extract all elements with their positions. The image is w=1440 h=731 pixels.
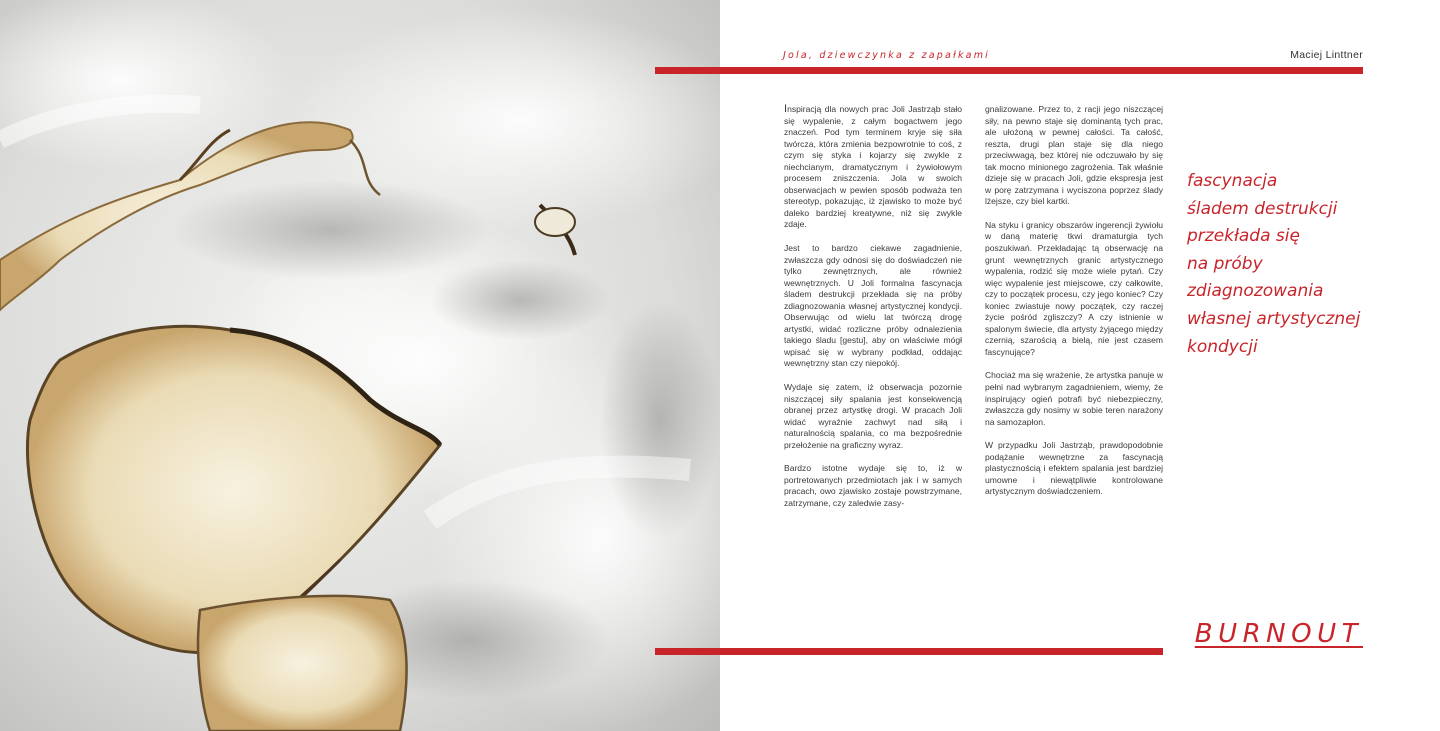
pull-quote-line: fascynacja xyxy=(1187,171,1278,191)
pull-quote-line: własnej artystycznej xyxy=(1187,308,1361,329)
top-red-rule xyxy=(655,67,1363,74)
pull-quote-line: na próby xyxy=(1187,253,1263,274)
paragraph: Bardzo istotne wydaje się to, iż w portretowanych przedmiotach jak i w samych pracach, owo zjawisko zostaje powstrzymane, zatrzymane, czy zaledwie zasy- xyxy=(784,463,962,508)
pull-quote-line: zdiagnozowania xyxy=(1187,281,1324,302)
paragraph: Chociaż ma się wrażenie, że artystka panuje w pełni nad wybranym zagadnieniem, wiemy, że inspirujący ogień potrafi być niebezpieczny, zwłaszcza gdy nosimy w sobie teren narażony na samozapłon. xyxy=(985,370,1163,427)
article-column-1 xyxy=(784,104,962,522)
pull-quote xyxy=(1187,168,1387,361)
paragraph: W przypadku Joli Jastrząb, prawdopodobnie podążanie wewnętrzne za fascynacją plastycznością i efektem spalania jest bardziej umowne i niewątpliwie kontrolowane artystycznym doświadczeniem. xyxy=(985,440,1163,497)
paragraph: gnalizowane. Przez to, z racji jego niszczącej siły, na pewno staje się dominantą tych prac, ale ułożoną w pewnej całości. Ta całość, reszta, drugi plan staje się dla niego przeciwwagą, bez której nie odczuwało by się tak mocno minionego zagrożenia. Tak właśnie dzieje się w pracach Joli, gdzie ekspresja jest w porę zatrzymana i wyciszona poprzez ślady lżejsze, czy biel kartki. xyxy=(985,104,1163,207)
author-name: Maciej Linttner xyxy=(1290,49,1363,61)
pull-quote-line: śladem destrukcji xyxy=(1187,198,1338,219)
article-column-2 xyxy=(985,104,1163,510)
pull-quote-line: kondycji xyxy=(1187,336,1258,357)
paragraph: Jest to bardzo ciekawe zagadnienie, zwłaszcza gdy odnosi się do doświadczeń nie tylko zewnętrznych, ale również wewnętrznych. U Joli formalna fascynacja śladem destrukcji przekłada się na próby zdiagnozowania własnej artystycznej kondycji. Obserwując od wielu lat twórczą drogę artystki, widać rozliczne próby odnalezienia takiego śladu [gestu], aby on właściwie mógł wpisać się w wybrany podkład, oddając wewnętrzny stan czy niepokój. xyxy=(784,243,962,369)
paragraph: Inspiracją dla nowych prac Joli Jastrząb stało się wypalenie, z całym bogactwem jego znaczeń. Pod tym terminem kryje się siła twórcza, która zmienia bezpowrotnie to coś, z czym się styka i kojarzy się zwykle z niechcianym, dramatycznym i żywiołowym procesem zniszczenia. Jola w swoich obserwacjach w pewien sposób podważa ten stereotyp, pokazując, iż zjawisko to może być daleko bardziej kreatywne, niż się zwykle zdaje. xyxy=(784,103,962,230)
article-title: BURNOUT xyxy=(1194,619,1363,649)
paragraph: Na styku i granicy obszarów ingerencji żywiołu w daną materię tkwi dramaturgia tych poszukiwań. Przekładając tą obserwację na grunt wewnętrznych granic artystycznego wypalenia, rodzić się może wiele pytań. Czy więc wypalenie jest miejscowe, czy całkowite, czy to początek procesu, czy jego koniec? Czy koniec zwiastuje nowy początek, czy raczej życie pośród zgliszczy? A czy istnienie w spalonym świecie, dla artysty żyjącego między czernią, szarością a bielą, nie jest czasem fascynujące? xyxy=(985,219,1163,357)
pull-quote-line: przekłada się xyxy=(1187,226,1300,247)
running-title: Jola, dziewczynka z zapałkami xyxy=(783,50,990,61)
bottom-red-rule xyxy=(655,648,1163,655)
paragraph: Wydaje się zatem, iż obserwacja pozornie niszczącej siły spalania jest konsekwencją obranej przez artystkę drogi. W pracach Joli widać wyraźnie zachwyt nad siłą i naturalnością spalania, co ma bezpośrednie przełożenie na graficzny wyraz. xyxy=(784,382,962,450)
